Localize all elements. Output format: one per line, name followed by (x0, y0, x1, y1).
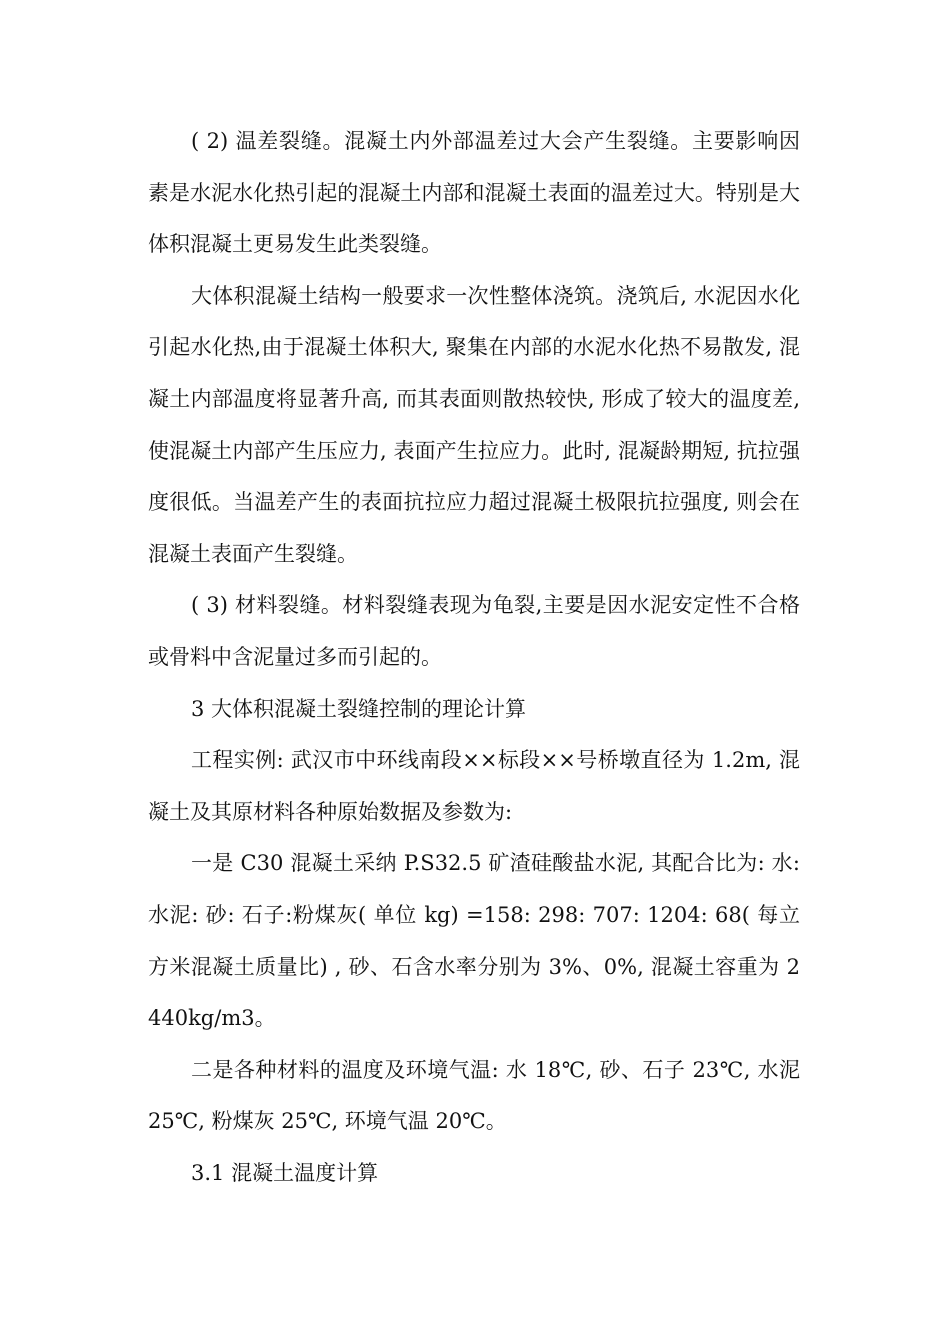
paragraph-mix-ratio: 一是 C30 混凝土采纳 P.S32.5 矿渣硅酸盐水泥, 其配合比为: 水: 水泥: 砂: 石子:粉煤灰( 单位 kg) =158: 298: 707: 1204: 68( 每立方米混凝土质量比) , 砂、石含水率分别为 3%、0%, 混凝土容重为 2 440kg/m3。 (148, 851, 800, 1031)
paragraph-material-temperatures: 二是各种材料的温度及环境气温: 水 18℃, 砂、石子 23℃, 水泥 25℃, 粉煤灰 25℃, 环境气温 20℃。 (148, 1057, 800, 1134)
paragraph-material-cracks: ( 3) 材料裂缝。材料裂缝表现为龟裂,主要是因水泥安定性不合格或骨料中含泥量过多而引起的。 (148, 593, 800, 669)
document-body (148, 116, 800, 1199)
section-heading-3-1: 3.1 混凝土温度计算 (191, 1160, 379, 1185)
paragraph-project-example: 工程实例: 武汉市中环线南段××标段××号桥墩直径为 1.2m, 混凝土及其原材料各种原始数据及参数为: (148, 748, 800, 824)
paragraph-mass-concrete: 大体积混凝土结构一般要求一次性整体浇筑。浇筑后, 水泥因水化引起水化热,由于混凝土体积大, 聚集在内部的水泥水化热不易散发, 混凝土内部温度将显著升高, 而其表面则散热较快, 形成了较大的温度差, 使混凝土内部产生压应力, 表面产生拉应力。此时, 混凝龄期短, 抗拉强度很低。当温差产生的表面抗拉应力超过混凝土极限抗拉强度, 则会在混凝土表面产生裂缝。 (148, 283, 800, 566)
section-heading-3: 3 大体积混凝土裂缝控制的理论计算 (191, 696, 527, 721)
paragraph-temperature-cracks: ( 2) 温差裂缝。混凝土内外部温差过大会产生裂缝。主要影响因素是水泥水化热引起的混凝土内部和混凝土表面的温差过大。特别是大体积混凝土更易发生此类裂缝。 (148, 129, 800, 257)
